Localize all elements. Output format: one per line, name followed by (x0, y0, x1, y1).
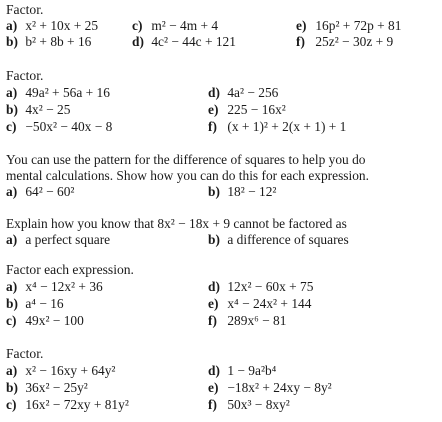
item-label: a) (6, 232, 18, 247)
exercise-item (6, 279, 103, 295)
item-expression: 36x² − 25y² (25, 380, 88, 395)
item-label: c) (6, 397, 17, 412)
item-expression: 4c² − 44c + 121 (151, 34, 236, 49)
item-label: f) (208, 119, 217, 134)
item-label: c) (132, 18, 143, 33)
item-expression: x² − 16xy + 64y² (25, 363, 116, 378)
item-expression: 49x² − 100 (25, 313, 84, 328)
item-expression: m² − 4m + 4 (151, 18, 219, 33)
item-expression: a⁴ − 16 (25, 296, 64, 311)
item-label: b) (6, 296, 18, 311)
item-label: b) (6, 102, 18, 117)
item-expression: 49a² + 56a + 16 (25, 85, 110, 100)
exercise-item (208, 363, 276, 379)
item-label: b) (208, 232, 220, 247)
section-title: Factor. (6, 68, 44, 83)
item-expression: 50x³ − 8xy² (227, 397, 290, 412)
item-expression: a difference of squares (227, 232, 349, 247)
item-label: e) (208, 380, 219, 395)
instruction-line: Explain how you know that 8x² − 18x + 9 cannot be factored as (6, 216, 347, 231)
item-expression: 225 − 16x² (227, 102, 286, 117)
item-label: a) (6, 279, 18, 294)
item-expression: 1 − 9a²b⁴ (227, 363, 277, 378)
item-expression: −18x² + 24xy − 8y² (227, 380, 332, 395)
item-label: a) (6, 363, 18, 378)
section-title: Factor. (6, 2, 44, 17)
exercise-item (208, 279, 313, 295)
exercise-item (6, 34, 91, 50)
instruction-line: You can use the pattern for the difference of squares to help you do (6, 152, 366, 167)
exercise-item (6, 85, 110, 101)
item-expression: 16p² + 72p + 81 (315, 18, 402, 33)
item-expression: x⁴ − 12x² + 36 (25, 279, 103, 294)
exercise-item (208, 102, 286, 118)
item-label: a) (6, 85, 18, 100)
exercise-item (208, 119, 346, 135)
item-label: b) (208, 184, 220, 199)
exercise-item (6, 18, 98, 34)
item-label: e) (208, 102, 219, 117)
item-expression: 4x² − 25 (25, 102, 71, 117)
item-label: a) (6, 18, 18, 33)
item-expression: 16x² − 72xy + 81y² (25, 397, 129, 412)
item-expression: 12x² − 60x + 75 (227, 279, 314, 294)
exercise-item (208, 85, 278, 101)
exercise-item (6, 102, 70, 118)
item-expression: 25z² − 30z + 9 (315, 34, 394, 49)
exercise-item (6, 232, 110, 248)
exercise-item (132, 34, 236, 50)
item-expression: 4a² − 256 (227, 85, 279, 100)
instruction-line: mental calculations. Show how you can do this for each expression. (6, 168, 369, 183)
item-label: e) (208, 296, 219, 311)
item-expression: 289x⁶ − 81 (227, 313, 287, 328)
exercise-item (6, 296, 64, 312)
exercise-item (208, 232, 349, 248)
item-expression: x² + 10x + 25 (25, 18, 99, 33)
item-expression: −50x² − 40x − 8 (25, 119, 113, 134)
exercise-item (208, 296, 311, 312)
exercise-item (208, 313, 286, 329)
item-label: e) (296, 18, 307, 33)
item-label: d) (208, 279, 220, 294)
exercise-item (296, 18, 401, 34)
item-label: d) (132, 34, 144, 49)
item-label: f) (208, 313, 217, 328)
exercise-item (6, 313, 84, 329)
item-label: d) (208, 85, 220, 100)
item-label: f) (296, 34, 305, 49)
item-label: c) (6, 119, 17, 134)
section-title: Factor each expression. (6, 262, 134, 277)
item-expression: 18² − 12² (227, 184, 277, 199)
exercise-item (132, 18, 218, 34)
item-expression: (x + 1)² + 2(x + 1) + 1 (227, 119, 347, 134)
exercise-item (6, 397, 129, 413)
exercise-item (296, 34, 393, 50)
exercise-item (208, 397, 290, 413)
exercise-item (6, 380, 88, 396)
item-expression: 64² − 60² (25, 184, 75, 199)
exercise-item (208, 184, 276, 200)
section-title: Factor. (6, 346, 44, 361)
item-expression: a perfect square (25, 232, 111, 247)
item-label: b) (6, 34, 18, 49)
exercise-item (6, 119, 112, 135)
item-label: d) (208, 363, 220, 378)
exercise-item (6, 363, 115, 379)
item-label: f) (208, 397, 217, 412)
item-label: b) (6, 380, 18, 395)
item-expression: x⁴ − 24x² + 144 (227, 296, 312, 311)
item-expression: b² + 8b + 16 (25, 34, 92, 49)
exercise-item (208, 380, 332, 396)
exercise-item (6, 184, 74, 200)
item-label: c) (6, 313, 17, 328)
item-label: a) (6, 184, 18, 199)
